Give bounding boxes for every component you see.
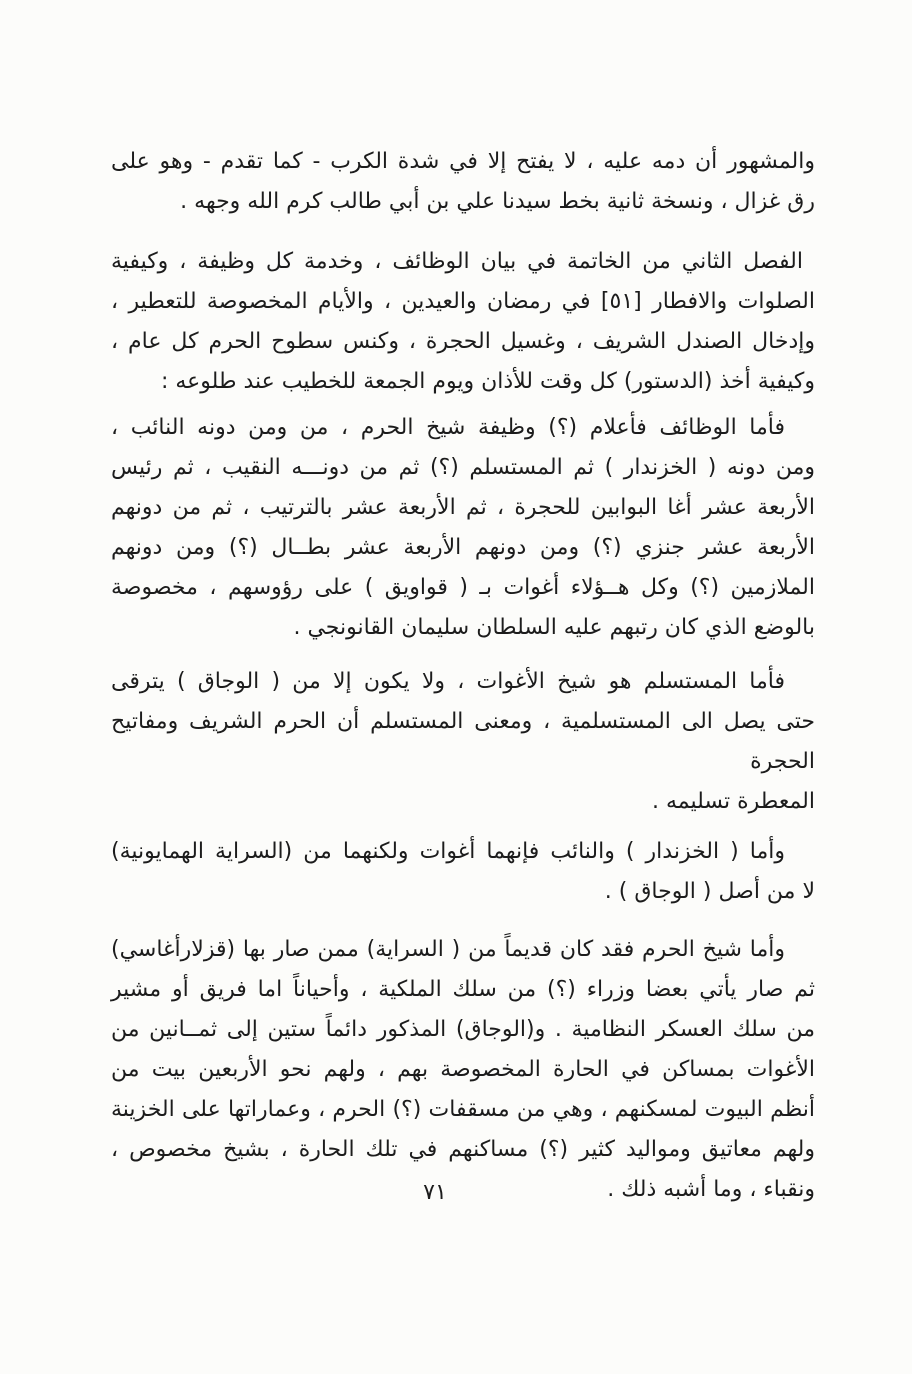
text-line: الصلوات والافطار [٥١] في رمضان والعيدين ، والأيام المخصوصة للتعطير ، (111, 289, 815, 314)
text-line: ثم صار يأتي بعضا وزراء (؟) من سلك الملكية ، وأحياناً اما فريق أو مشير (111, 977, 815, 1002)
text-line: فأما المستسلم هو شيخ الأغوات ، ولا يكون إلا من ( الوجاق ) يترقى (111, 669, 785, 694)
text-line: وكيفية أخذ (الدستور) كل وقت للأذان ويوم الجمعة للخطيب عند طلوعه : (160, 369, 815, 394)
text-line: وأما ( الخزندار ) والنائب فإنهما أغوات ولكنهما من (السراية الهمايونية) (111, 839, 785, 864)
paragraph-1 (111, 142, 815, 222)
text-line: والمشهور أن دمه عليه ، لا يفتح إلا في شدة الكرب - كما تقدم - وهو على (111, 149, 815, 174)
text-line: الأربعة عشر أغا البوابين للحجرة ، ثم الأربعة عشر بالترتيب ، ثم من دونهم (111, 495, 815, 520)
text-line: المعطرة تسليمه . (651, 789, 815, 814)
text-line: ونقباء ، وما أشبه ذلك . (607, 1177, 815, 1202)
text-line: ومن دونه ( الخزندار ) ثم المستسلم (؟) ثم من دونـــه النقيب ، ثم رئيس (111, 455, 815, 480)
text-line: أنظم البيوت لمسكنهم ، وهي من مسقفات (؟) الحرم ، وعماراتها على الخزينة (111, 1097, 815, 1122)
text-line: من سلك العسكر النظامية . و(الوجاق) المذكور دائماً ستين إلى ثمــانين من (111, 1017, 815, 1042)
text-line: الملازمين (؟) وكل هــؤلاء أغوات بـ ( قواويق ) على رؤوسهم ، مخصوصة (111, 575, 815, 600)
paragraph-5 (111, 832, 815, 912)
paragraph-3 (111, 408, 815, 648)
paragraph-4 (111, 662, 815, 822)
text-column (111, 142, 815, 1210)
text-line: وإدخال الصندل الشريف ، وغسيل الحجرة ، وكنس سطوح الحرم كل عام ، (111, 329, 815, 354)
text-line: الأغوات بمساكن في الحارة المخصوصة بهم ، ولهم نحو الأربعين بيت من (111, 1057, 815, 1082)
text-line: لا من أصل ( الوجاق ) . (604, 879, 815, 904)
text-line: رق غزال ، ونسخة ثانية بخط سيدنا علي بن أبي طالب كرم الله وجهه . (180, 189, 815, 214)
text-line: الأربعة عشر جنزي (؟) ومن دونهم الأربعة عشر بطــال (؟) ومن دونهم (111, 535, 815, 560)
text-line: بالوضع الذي كان رتبهم عليه السلطان سليمان القانونجي . (293, 615, 815, 640)
paragraph-6 (111, 930, 815, 1210)
text-line: وأما شيخ الحرم فقد كان قديماً من ( السراية) ممن صار بها (قزلارأغاسي) (111, 937, 785, 962)
text-line: حتى يصل الى المستسلمية ، ومعنى المستسلم أن الحرم الشريف ومفاتيح الحجرة (111, 709, 815, 774)
text-line: فأما الوظائف فأعلام (؟) وظيفة شيخ الحرم ، من ومن دونه النائب ، (111, 415, 785, 440)
paragraph-2 (111, 242, 815, 402)
text-line: ولهم معاتيق ومواليد كثير (؟) مساكنهم في تلك الحارة ، بشيخ مخصوص ، (111, 1137, 815, 1162)
page-number: ٧١ (423, 1180, 447, 1205)
text-line: الفصل الثاني من الخاتمة في بيان الوظائف ، وخدمة كل وظيفة ، وكيفية (111, 249, 803, 274)
